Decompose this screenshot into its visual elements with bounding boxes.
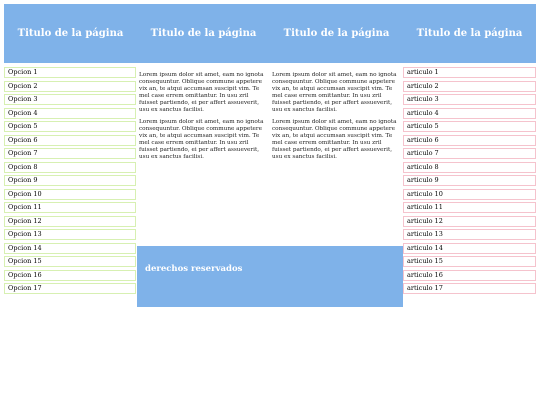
paragraph: Lorem ipsum dolor sit amet, eam no ignota consequuntur. Oblique commune appetere vix an, te atqui accumsan suscipit vim. Te mel case errem omittantur. In usu zril fuisset partiendo, ei per affert assueverit, usu ex sanctus facilisi. (272, 119, 397, 160)
menu-item-article[interactable]: articulo 8 (403, 162, 536, 173)
paragraph: Lorem ipsum dolor sit amet, eam no ignota consequuntur. Oblique commune appetere vix an, te atqui accumsan suscipit vim. Te mel case errem omittantur. In usu zril fuisset partiendo, ei per affert assueverit, usu ex sanctus facilisi. (272, 72, 397, 113)
menu-item-option[interactable]: Opcion 17 (4, 283, 136, 294)
menu-item-option[interactable]: Opcion 12 (4, 216, 136, 227)
menu-item-option[interactable]: Opcion 3 (4, 94, 136, 105)
page-header (4, 4, 536, 63)
menu-item-article[interactable]: articulo 3 (403, 94, 536, 105)
paragraph: Lorem ipsum dolor sit amet, eam no ignota consequuntur. Oblique commune appetere vix an, te atqui accumsan suscipit vim. Te mel case errem omittantur. In usu zril fuisset partiendo, ei per affert assueverit, usu ex sanctus facilisi. (139, 119, 264, 160)
menu-item-option[interactable]: Opcion 13 (4, 229, 136, 240)
menu-item-article[interactable]: articulo 6 (403, 135, 536, 146)
menu-item-article[interactable]: articulo 9 (403, 175, 536, 186)
menu-item-option[interactable]: Opcion 10 (4, 189, 136, 200)
menu-item-article[interactable]: articulo 14 (403, 243, 536, 254)
menu-item-article[interactable]: articulo 10 (403, 189, 536, 200)
options-menu (4, 67, 136, 297)
menu-item-article[interactable]: articulo 12 (403, 216, 536, 227)
content-column-1 (139, 72, 265, 166)
menu-item-option[interactable]: Opcion 6 (4, 135, 136, 146)
footer-text: derechos reservados (145, 264, 243, 274)
menu-item-option[interactable]: Opcion 1 (4, 67, 136, 78)
menu-item-option[interactable]: Opcion 4 (4, 108, 136, 119)
menu-item-option[interactable]: Opcion 2 (4, 81, 136, 92)
page-title: Titulo de la página (283, 28, 390, 39)
menu-item-option[interactable]: Opcion 15 (4, 256, 136, 267)
menu-item-option[interactable]: Opcion 11 (4, 202, 136, 213)
menu-item-option[interactable]: Opcion 16 (4, 270, 136, 281)
menu-item-option[interactable]: Opcion 14 (4, 243, 136, 254)
articles-menu (403, 67, 536, 297)
menu-item-article[interactable]: articulo 11 (403, 202, 536, 213)
page-title: Titulo de la página (416, 28, 523, 39)
menu-item-article[interactable]: articulo 13 (403, 229, 536, 240)
menu-item-option[interactable]: Opcion 5 (4, 121, 136, 132)
menu-item-option[interactable]: Opcion 9 (4, 175, 136, 186)
menu-item-article[interactable]: articulo 17 (403, 283, 536, 294)
page-title: Titulo de la página (17, 28, 124, 39)
menu-item-option[interactable]: Opcion 7 (4, 148, 136, 159)
menu-item-article[interactable]: articulo 2 (403, 81, 536, 92)
page-footer (137, 246, 403, 307)
content-column-2 (272, 72, 398, 166)
paragraph: Lorem ipsum dolor sit amet, eam no ignota consequuntur. Oblique commune appetere vix an, te atqui accumsan suscipit vim. Te mel case errem omittantur. In usu zril fuisset partiendo, ei per affert assueverit, usu ex sanctus facilisi. (139, 72, 264, 113)
menu-item-article[interactable]: articulo 7 (403, 148, 536, 159)
menu-item-article[interactable]: articulo 5 (403, 121, 536, 132)
menu-item-article[interactable]: articulo 16 (403, 270, 536, 281)
menu-item-article[interactable]: articulo 4 (403, 108, 536, 119)
menu-item-article[interactable]: articulo 15 (403, 256, 536, 267)
menu-item-option[interactable]: Opcion 8 (4, 162, 136, 173)
menu-item-article[interactable]: articulo 1 (403, 67, 536, 78)
page-title: Titulo de la página (150, 28, 257, 39)
